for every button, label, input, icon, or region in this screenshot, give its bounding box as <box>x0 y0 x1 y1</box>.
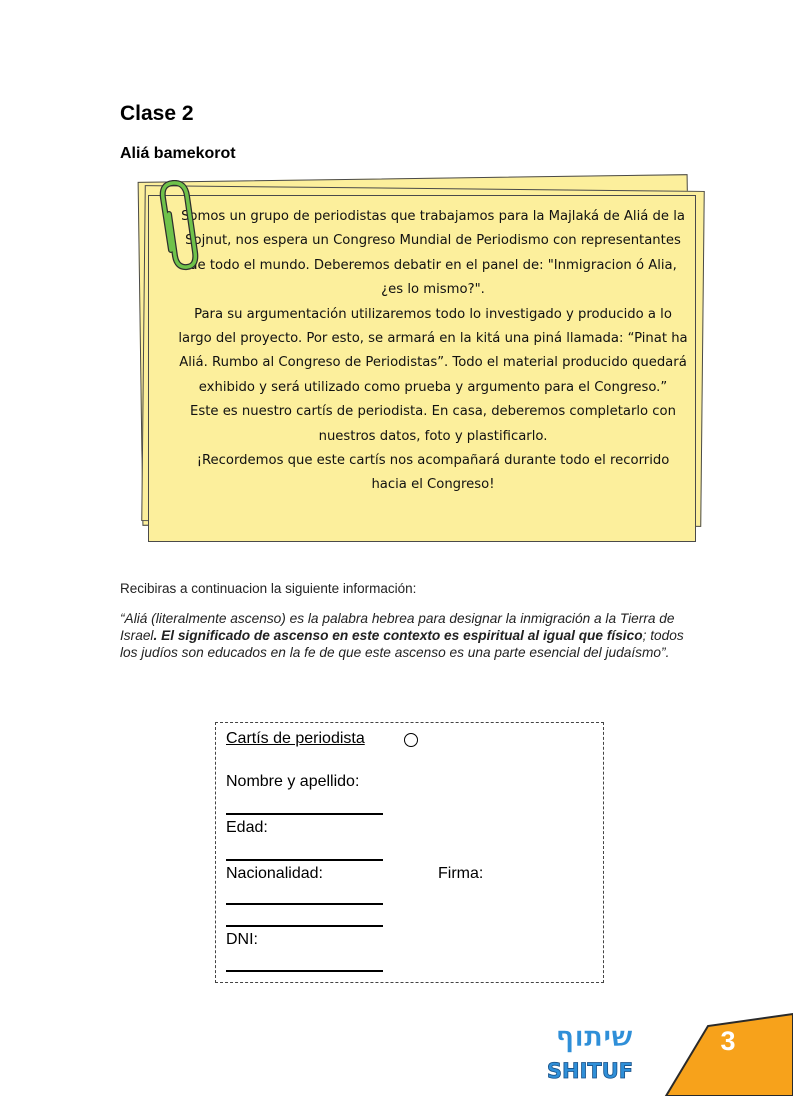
note-paragraph: ¡Recordemos que este cartís nos acompañará durante todo el recorrido hacia el Congreso! <box>196 453 670 493</box>
logo-latin: SHITUF <box>546 1059 634 1083</box>
nacionalidad-line <box>226 903 383 905</box>
aliya-quote <box>120 610 700 661</box>
card-title: Cartís de periodista <box>226 730 365 747</box>
note-paragraph: Somos un grupo de periodistas que trabajamos para la Majlaká de Aliá de la Sojnut, nos espera un Congreso Mundial de Periodismo con representantes de todo el mundo. Deberemos debatir en el panel de: "Inmigracion ó Alia, ¿es lo mismo?". <box>181 209 685 298</box>
nacionalidad-line-2 <box>226 925 383 927</box>
edad-line <box>226 859 383 861</box>
paperclip-icon <box>157 180 207 272</box>
nacionalidad-label: Nacionalidad: <box>226 865 323 882</box>
note-paragraph: Este es nuestro cartís de periodista. En casa, deberemos completarlo con nuestros datos, foto y plastificarlo. <box>190 404 676 444</box>
dni-label: DNI: <box>226 931 258 948</box>
note-text <box>178 205 688 498</box>
logo-hebrew: שיתוף <box>555 1020 633 1053</box>
nombre-line <box>226 813 383 815</box>
page-title: Clase 2 <box>120 102 194 125</box>
quote-part: “Aliá (literalmente ascenso) es la palabra hebrea para designar la inmigración a la Tierra de Israel <box>120 611 675 643</box>
page-number: 3 <box>720 1026 736 1056</box>
note-paragraph: Para su argumentación utilizaremos todo lo investigado y producido a lo largo del proyecto. Por esto, se armará en la kitá una piná llamada: “Pinat ha Aliá. Rumbo al Congreso de Periodistas”. Todo el material producido quedará exhibido y será utilizado como prueba y argumento para el Congreso.” <box>178 306 688 395</box>
card-circle-icon <box>404 733 418 747</box>
intro-text: Recibiras a continuacion la siguiente información: <box>120 581 417 596</box>
edad-label: Edad: <box>226 819 268 836</box>
firma-label: Firma: <box>438 865 484 882</box>
nombre-label: Nombre y apellido: <box>226 773 360 790</box>
shituf-logo <box>546 1016 642 1086</box>
journalist-card <box>215 722 604 983</box>
quote-part: ; todos los judíos son educados en la fe de que este ascenso es una parte esencial del judaísmo”. <box>120 628 684 660</box>
dni-line <box>226 970 383 972</box>
quote-emphasis: . El significado de ascenso en este contexto es espiritual al igual que físico <box>153 628 643 643</box>
page-subtitle: Aliá bamekorot <box>120 145 236 162</box>
